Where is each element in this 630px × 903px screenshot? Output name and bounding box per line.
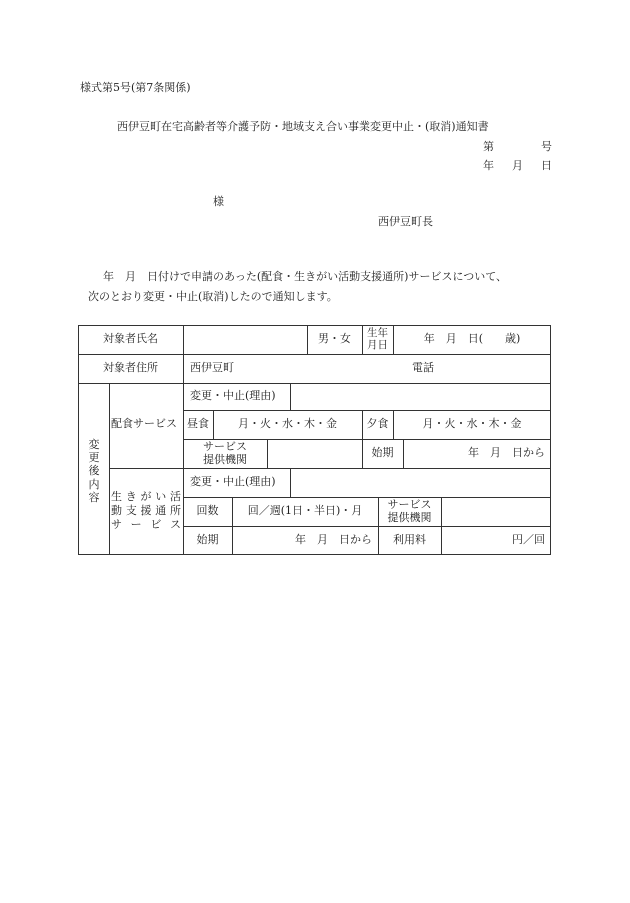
number-label-go: 号 [541, 140, 552, 153]
ikigai-count-value: 回／週(1日・半日)・月 [247, 504, 363, 518]
ikigai-label-char: ビ [150, 517, 162, 531]
ikigai-label-char: 動 [111, 503, 122, 517]
change-content-char: 容 [88, 490, 100, 504]
address-label: 対象者住所 [103, 361, 158, 375]
col-divider [290, 383, 291, 410]
ikigai-start-label: 始期 [196, 533, 219, 547]
phone-label: 電話 [412, 361, 434, 375]
meal-start-value: 年 月 日から [468, 446, 545, 460]
col-divider [290, 468, 291, 497]
ikigai-label-char: サ [111, 517, 122, 531]
ikigai-fee-label: 利用料 [393, 533, 426, 547]
addressee-honorific: 様 [213, 195, 224, 208]
meal-service-label: 配食サービス [111, 417, 177, 431]
ikigai-label-line1 [111, 490, 181, 504]
change-content-char: 更 [88, 451, 100, 465]
col-divider [267, 439, 268, 468]
ikigai-label-char: が [140, 490, 152, 503]
ikigai-label-char: ス [169, 517, 181, 531]
form-number: 様式第5号(第7条関係) [80, 81, 191, 94]
number-label-dai: 第 [483, 140, 494, 153]
ikigai-label-char: 通 [155, 503, 167, 517]
change-content-label [86, 438, 102, 504]
ikigai-provider-label-line2: 提供機関 [387, 510, 432, 524]
row-divider [109, 468, 551, 469]
body-text-line1: 年 月 日付けで申請のあった(配食・生きがい活動支援通所)サービスについて、 [103, 270, 508, 283]
meal-provider-label [183, 439, 267, 468]
ikigai-label-char: き [125, 490, 137, 503]
meal-change-reason-label: 変更・中止(理由) [190, 389, 276, 403]
ikigai-label-char: 活 [170, 490, 181, 503]
birthdate-label-line2: 月日 [367, 338, 388, 351]
col-divider [183, 325, 184, 383]
ikigai-service-label [111, 490, 181, 531]
date-year: 年 [483, 159, 494, 172]
change-content-char: 後 [88, 464, 100, 478]
ikigai-start-value: 年 月 日から [295, 533, 372, 547]
ikigai-fee-value: 円／回 [512, 533, 545, 547]
ikigai-label-char: 援 [140, 503, 152, 517]
change-content-char: 内 [88, 477, 100, 491]
ikigai-provider-label-line1: サービス [387, 498, 432, 512]
ikigai-label-char: い [155, 490, 167, 503]
ikigai-label-char: 支 [125, 503, 137, 517]
meal-start-label: 始期 [371, 446, 394, 460]
body-text-line2: 次のとおり変更・中止(取消)したので通知します。 [88, 290, 338, 303]
lunch-label: 昼食 [187, 417, 209, 431]
birthdate-label [362, 325, 393, 354]
birthdate-value: 年 月 日( 歳) [423, 332, 521, 346]
lunch-days: 月・火・水・木・金 [238, 417, 337, 431]
dinner-days: 月・火・水・木・金 [422, 417, 522, 431]
ikigai-label-line3 [111, 518, 181, 532]
ikigai-label-line2 [111, 504, 181, 518]
ikigai-count-label: 回数 [196, 504, 219, 518]
date-day: 日 [541, 159, 552, 172]
meal-provider-label-line1: サービス [203, 440, 247, 454]
address-value: 西伊豆町 [190, 361, 234, 375]
ikigai-label-char: 生 [111, 490, 122, 503]
row-divider [78, 383, 551, 384]
ikigai-change-reason-label: 変更・中止(理由) [190, 475, 276, 489]
ikigai-provider-label [378, 497, 441, 526]
meal-provider-label-line2: 提供機関 [203, 452, 247, 466]
change-content-char: 変 [88, 438, 100, 451]
gender-field: 男・女 [318, 332, 351, 346]
ikigai-label-char: ー [130, 517, 142, 531]
date-month: 月 [512, 159, 523, 172]
name-label: 対象者氏名 [103, 332, 158, 346]
col-divider [109, 383, 110, 555]
document-title: 西伊豆町在宅高齢者等介護予防・地域支え合い事業変更中止・(取消)通知書 [117, 120, 489, 133]
birthdate-label-line1: 生年 [367, 326, 388, 339]
sender-name: 西伊豆町長 [378, 215, 433, 228]
ikigai-label-char: 所 [170, 503, 181, 517]
dinner-label: 夕食 [366, 417, 389, 431]
